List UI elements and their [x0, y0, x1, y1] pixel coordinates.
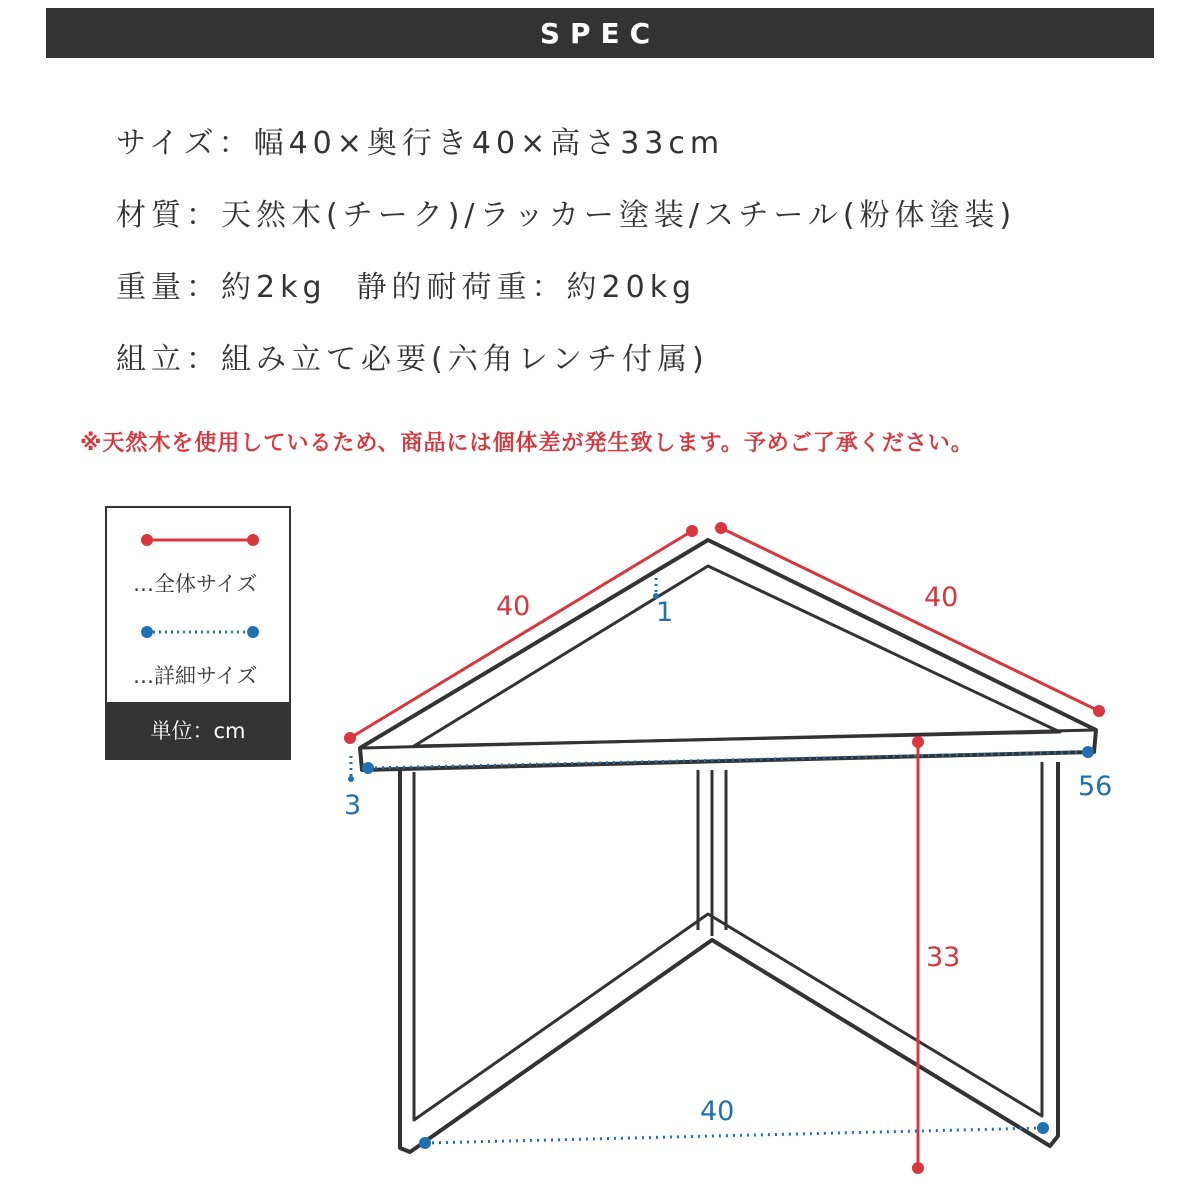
spec-material: 材質：天然木(チーク)/ラッカー塗装/スチール(粉体塗装)	[116, 198, 1017, 233]
dim-edge-thickness-dot	[348, 776, 354, 782]
legend-unit-label: 単位：cm	[150, 719, 246, 743]
label-right-top-edge: 40	[924, 582, 959, 613]
spec-title: SPEC	[539, 16, 661, 50]
dim-base-width-end-dot	[1037, 1122, 1049, 1134]
table-leg-inner	[414, 762, 1042, 1120]
label-base-width: 40	[700, 1096, 735, 1127]
legend-overall-label: …全体サイズ	[133, 572, 258, 596]
table-frame	[360, 540, 1096, 1152]
label-edge-thickness: 3	[344, 790, 362, 821]
table-leg-center-post	[698, 770, 726, 936]
label-front-width: 56	[1078, 771, 1113, 802]
spec-load: 静的耐荷重：約20kg	[356, 270, 697, 305]
label-height: 33	[926, 942, 961, 973]
spec-assembly: 組立：組み立て必要(六角レンチ付属)	[116, 342, 709, 377]
dim-left-top-end-dot	[686, 525, 698, 537]
dim-height-start-dot	[912, 736, 924, 748]
dim-left-top-start-dot	[344, 732, 356, 744]
dim-base-width-line	[425, 1128, 1043, 1143]
label-top-thickness: 1	[656, 597, 674, 628]
dim-right-top-end-dot	[1093, 705, 1105, 717]
label-left-top-edge: 40	[496, 591, 531, 622]
dim-base-width-start-dot	[419, 1137, 431, 1149]
spec-size: サイズ：幅40×奥行き40×高さ33cm	[116, 126, 725, 161]
natural-wood-note: ※天然木を使用しているため、商品には個体差が発生致します。予めご了承ください。	[80, 431, 974, 456]
spec-weight: 重量：約2kg	[116, 270, 327, 305]
dim-right-top-start-dot	[715, 522, 727, 534]
dim-height-end-dot	[912, 1162, 924, 1174]
legend-detail-label: …詳細サイズ	[133, 664, 258, 688]
dim-front-width-start-dot	[362, 762, 374, 774]
dim-front-width-end-dot	[1082, 746, 1094, 758]
